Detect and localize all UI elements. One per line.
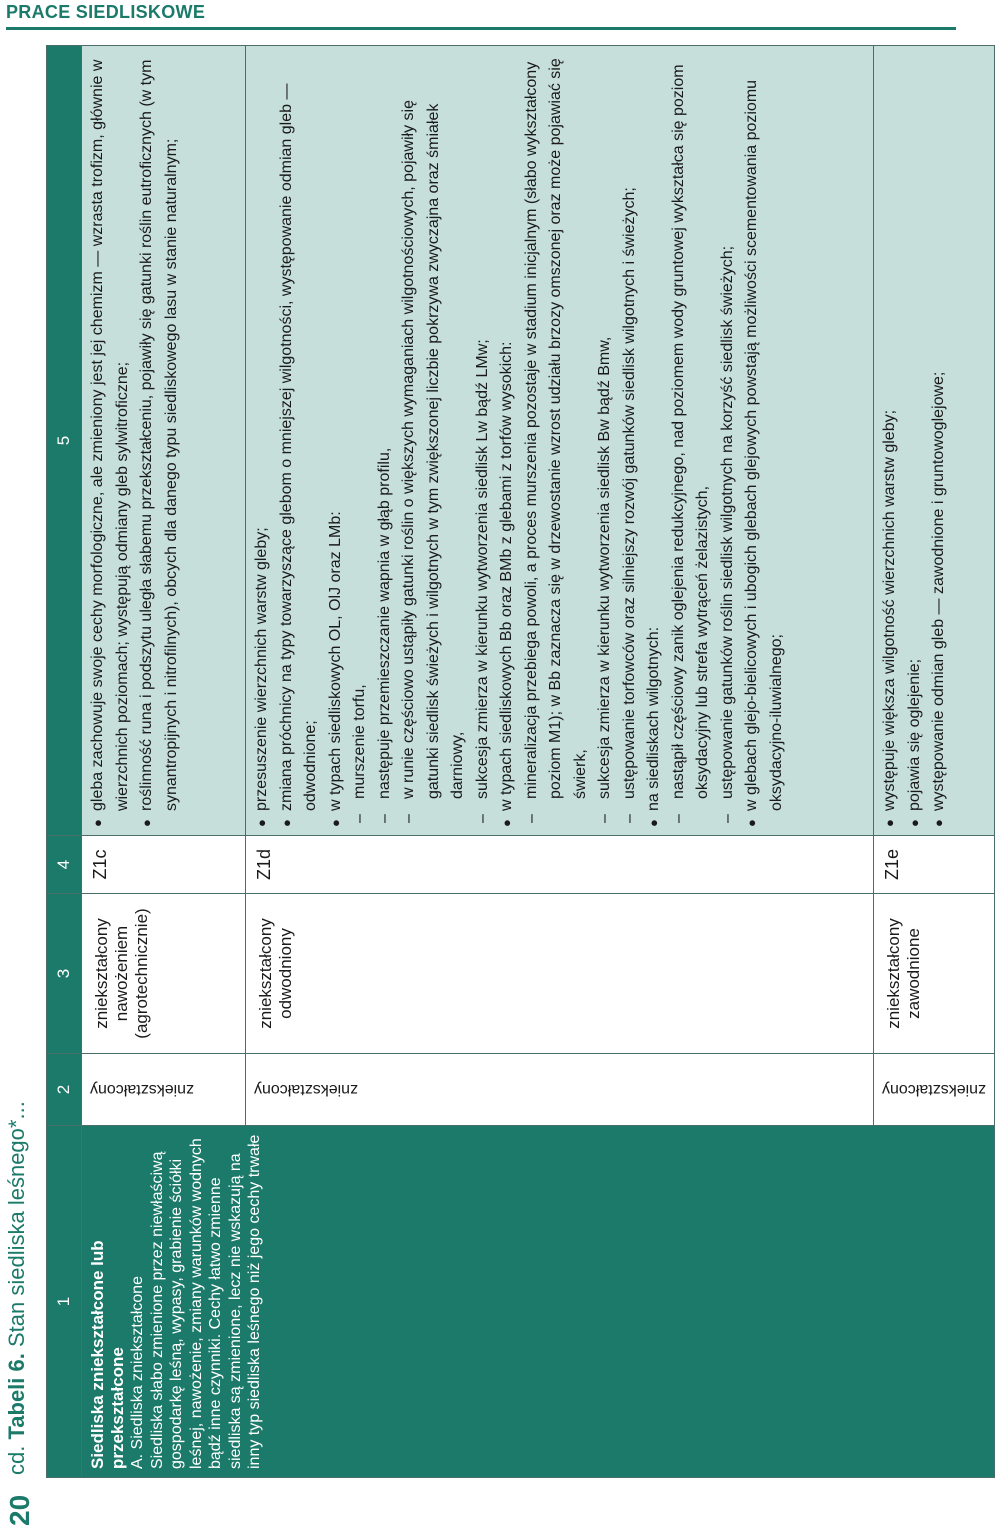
table-row: [82, 46, 246, 1478]
page-header: [0, 0, 960, 34]
col-header-3: 3: [47, 894, 82, 1054]
state-cell: [874, 1054, 995, 1126]
state-label: zniekształcony: [882, 1081, 987, 1098]
col-header-1: 1: [47, 1126, 82, 1478]
list-item: ● występuje większa wilgotność wierzchnich warstw gleby;: [878, 54, 903, 827]
list-item: ● zmiana próchnicy na typy towarzyszące glebom o mniejszej wilgotności, występowanie odmian gleb — odwodnione;: [275, 54, 324, 827]
habitat-table: [46, 45, 995, 1478]
list-item: ● w glebach glejo-bielicowych i ubogich glebach glejowych powstają możliwości scementowania poziomu oksydacyjno-iluwialnego;: [740, 54, 789, 827]
code-cell: Z1d: [246, 836, 874, 894]
section-title: PRACE SIEDLISKOWE: [6, 2, 206, 22]
caption-table-label: Tabeli 6.: [4, 1353, 29, 1440]
list-item: ● pojawia się oglejenie;: [903, 54, 928, 827]
table-caption: [4, 1101, 30, 1475]
group-description: Siedliska słabo zmienione przez niewłaściwą gospodarkę leśną, wypasy, grabienie ściółki leśnej, nawożenie, zmiany warunków wodnych bądź inne czynniki. Cechy łatwo zmienne siedliska są zmienione, lecz nie wskazują na inny typ siedliska leśnego niż jego cechy trwałe: [148, 1134, 263, 1469]
list-item: ● gleba zachowuje swoje cechy morfologiczne, ale zmieniony jest jej chemizm — wzrasta trofizm, głównie w wierzchnich poziomach; występują odmiany gleb sylwitroficzne;: [86, 54, 135, 827]
list-item: ● roślinność runa i podszytu uległa słabemu przekształceniu, pojawiły się gatunki roślin eutroficznych (w tym synantropijnych i nitrofilnych), obcych dla danego typu siedliskowego lasu w stanie naturalnym;: [135, 54, 184, 827]
page-number: 20: [4, 1494, 35, 1526]
state-cell: [82, 1054, 246, 1126]
group-description-cell: [82, 1126, 995, 1478]
rotated-table-wrapper: [46, 46, 987, 1478]
list-item: ● występowanie odmian gleb — zawodnione i gruntowoglejowe;: [927, 54, 952, 827]
code-cell: Z1c: [82, 836, 246, 894]
features-cell: [874, 46, 995, 836]
col-header-4: 4: [47, 836, 82, 894]
state-label: zniekształcony: [254, 1081, 359, 1098]
variant-cell: zniekształcony odwodniony: [246, 894, 874, 1054]
code-cell: Z1e: [874, 836, 995, 894]
features-cell: [246, 46, 874, 836]
column-header-row: [47, 46, 82, 1478]
list-subitem: – murszenie torfu,: [348, 54, 373, 827]
state-label: zniekształcony: [90, 1081, 195, 1098]
variant-cell: zniekształcony zawodnione: [874, 894, 995, 1054]
list-item: ● przesuszenie wierzchnich warstw gleby;: [250, 54, 275, 827]
list-subitem: – nastąpił częściowy zanik oglejenia redukcyjnego, nad poziomem wody gruntowej wykształca się poziom oksydacyjny lub strefa wytrąceń żelazistych,: [667, 54, 716, 827]
list-subitem: – sukcesja zmierza w kierunku wytworzenia siedlisk Bw bądź Bmw,: [593, 54, 618, 827]
list-item: ● w typach siedliskowych Bb oraz BMb z glebami z torfów wysokich:: [495, 54, 520, 827]
list-subitem: – następuje przemieszczanie wapnia w głąb profilu,: [373, 54, 398, 827]
group-title: Siedliska zniekształcone lub przekształcone: [88, 1240, 127, 1469]
list-subitem: – mineralizacja przebiega powoli, a proces murszenia pozostaje w stadium inicjalnym (słabo wykształcony poziom M1); w Bb zaznacza się w drzewostanie wzrost udziału brzozy omszonej oraz może pojawiać się świerk,: [520, 54, 594, 827]
features-cell: [82, 46, 246, 836]
list-subitem: – w runie częściowo ustąpiły gatunki roślin o większych wymaganiach wilgotnościowych, pojawiły się gatunki siedlisk świeżych i wilgotnych w tym zwiększonej liczbie pokrzywa zwyczajna oraz śmiałek darniowy,: [397, 54, 471, 827]
list-subitem: – ustępowanie gatunków roślin siedlisk wilgotnych na korzyść siedlisk świeżych;: [716, 54, 741, 827]
list-item: ● na siedliskach wilgotnych:: [642, 54, 667, 827]
variant-cell: zniekształcony nawożeniem (agrotechnicznie): [82, 894, 246, 1054]
caption-title: Stan siedliska leśnego*...: [4, 1101, 29, 1354]
state-cell: [246, 1054, 874, 1126]
col-header-5: 5: [47, 46, 82, 836]
col-header-2: 2: [47, 1054, 82, 1126]
list-subitem: – sukcesja zmierza w kierunku wytworzenia siedlisk Lw bądź LMw;: [471, 54, 496, 827]
caption-prefix: cd.: [4, 1439, 29, 1475]
list-subitem: – ustępowanie torfowców oraz silniejszy rozwój gatunków siedlisk wilgotnych i świeżych;: [618, 54, 643, 827]
list-item: ● w typach siedliskowych OL, OlJ oraz LMb:: [324, 54, 349, 827]
header-rule: [6, 27, 956, 30]
group-subtitle: A. Siedliska zniekształcone: [129, 1276, 146, 1469]
